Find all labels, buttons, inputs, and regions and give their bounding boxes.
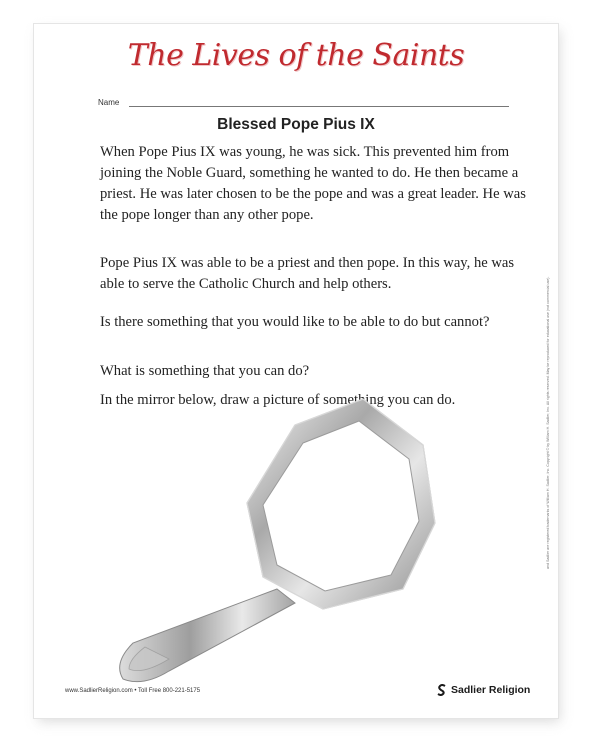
question-1: Is there something that you would like to be able to do but cannot? xyxy=(100,314,490,330)
sadlier-s-logo-icon xyxy=(437,684,447,696)
brand-name: Sadlier Religion xyxy=(451,684,531,696)
worksheet-heading: Blessed Pope Pius IX xyxy=(217,116,375,133)
name-label: Name xyxy=(98,98,120,107)
brand-logo xyxy=(437,684,530,696)
story-paragraph: When Pope Pius IX was young, he was sick. This prevented him from joining the Noble Guard, something he wanted to do. He then became a priest. He was later chosen to be the pope and was a great leader. He was the pope longer than any other pope. xyxy=(100,144,526,223)
drawing-instruction: In the mirror below, draw a picture of something you can do. xyxy=(100,392,456,408)
question-2: What is something that you can do? xyxy=(100,363,310,379)
worksheet-page xyxy=(34,24,558,718)
copyright-notice: and Sadlier are registered trademarks of William H. Sadlier, Inc. Copyright © by William H. Sadlier, Inc. All rights reserved. May be reproduced for educational use (not commercial use). xyxy=(546,276,550,569)
hand-mirror-icon xyxy=(99,397,439,701)
footer-contact: www.SadlierReligion.com • Toll Free 800-221-5175 xyxy=(65,688,201,694)
summary-paragraph: Pope Pius IX was able to be a priest and then pope. In this way, he was able to serve the Catholic Church and help others. xyxy=(100,255,515,292)
series-title: The Lives of the Saints xyxy=(127,38,465,73)
name-line xyxy=(129,106,509,107)
